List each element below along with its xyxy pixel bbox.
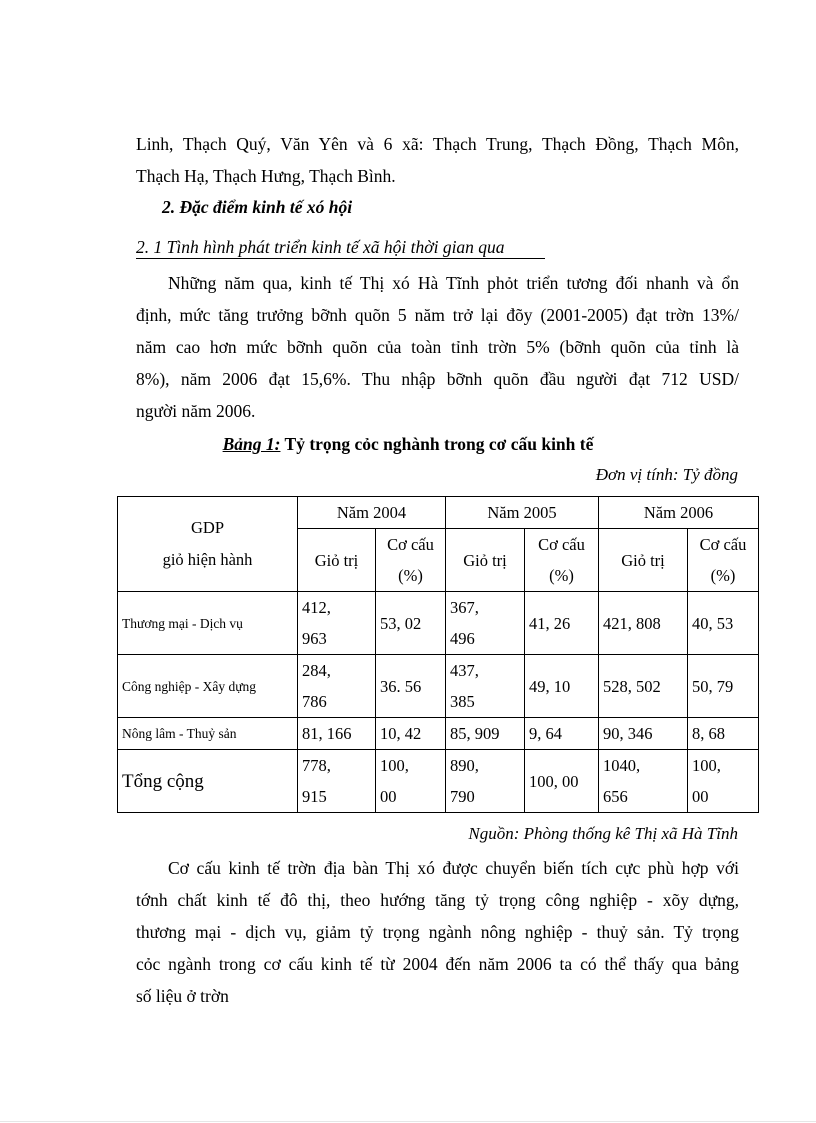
- gdp-header-line-1: GDP: [190, 518, 224, 537]
- cell-trade-2006-share: 40, 53: [688, 592, 759, 655]
- row-label-total: Tổng cộng: [118, 750, 298, 813]
- cell-industry-2004-share: 36. 56: [376, 655, 446, 718]
- cell-agri-2004-value: 81, 166: [298, 718, 376, 750]
- cell-industry-2006-share: 50, 79: [688, 655, 759, 718]
- share-header-2006: [688, 529, 759, 592]
- table-header-row-1: [118, 497, 759, 529]
- cell-total-2005-value-l1: 890,: [450, 756, 479, 775]
- row-label-agriculture: Nông lâm - Thuỷ sản: [118, 718, 298, 750]
- table-unit: Đơn vị tính: Tỷ đồng: [595, 465, 738, 484]
- share-header-2004: [376, 529, 446, 592]
- table-row: [118, 655, 759, 718]
- cell-industry-2004-value: [298, 655, 376, 718]
- cell-trade-2004-share: 53, 02: [376, 592, 446, 655]
- section-heading: 2. Đặc điểm kinh tế xó hội: [162, 197, 353, 217]
- table-row: [118, 718, 759, 750]
- intro-line-2: Thạch Hạ, Thạch Hưng, Thạch Bình.: [136, 166, 396, 186]
- cell-agri-2005-share: 9, 64: [525, 718, 599, 750]
- intro-paragraph: [136, 128, 739, 192]
- subsection-heading: 2. 1 Tình hình phát triển kinh tế xã hội thời gian qua: [136, 236, 545, 259]
- year-header-2005: Năm 2005: [446, 497, 599, 529]
- share-header-2005-l2: (%): [549, 566, 574, 585]
- table-row: [118, 592, 759, 655]
- cell-total-2004-value: [298, 750, 376, 813]
- cell-agri-2006-value: 90, 346: [599, 718, 688, 750]
- cell-total-2004-value-l2: 915: [302, 787, 327, 806]
- cell-trade-2005-value-l2: 496: [450, 629, 475, 648]
- cell-total-2005-value-l2: 790: [450, 787, 475, 806]
- para2-line-4: cỏc ngành trong cơ cấu kinh tế từ 2004 đến năm 2006 ta có thể thấy qua bảng: [136, 954, 739, 974]
- paragraph-1: [136, 267, 739, 427]
- cell-industry-2004-value-l2: 786: [302, 692, 327, 711]
- cell-total-2006-share: [688, 750, 759, 813]
- table-row: [118, 750, 759, 813]
- cell-industry-2005-value-l1: 437,: [450, 661, 479, 680]
- cell-trade-2004-value: [298, 592, 376, 655]
- cell-total-2006-share-l1: 100,: [692, 756, 721, 775]
- cell-trade-2004-value-l1: 412,: [302, 598, 331, 617]
- table-caption: [0, 434, 816, 455]
- gdp-header-line-2: giỏ hiện hành: [162, 550, 253, 569]
- para2-line-1: Cơ cấu kinh tế trờn địa bàn Thị xó được chuyển biến tích cực phù hợp với: [168, 858, 739, 878]
- share-header-2006-l1: Cơ cấu: [699, 535, 747, 554]
- cell-industry-2005-value-l2: 385: [450, 692, 475, 711]
- row-label-trade-services: Thương mại - Dịch vụ: [118, 592, 298, 655]
- cell-trade-2005-share: 41, 26: [525, 592, 599, 655]
- cell-industry-2006-value: 528, 502: [599, 655, 688, 718]
- cell-trade-2005-value: [446, 592, 525, 655]
- cell-total-2005-share: 100, 00: [525, 750, 599, 813]
- row-label-industry-construction: Công nghiệp - Xây dựng: [118, 655, 298, 718]
- para1-line-4: 8%), năm 2006 đạt 15,6%. Thu nhập bỡnh quõn đầu người đạt 712 USD/: [136, 369, 739, 389]
- value-header-2004: Giỏ trị: [298, 529, 376, 592]
- cell-trade-2005-value-l1: 367,: [450, 598, 479, 617]
- cell-total-2004-value-l1: 778,: [302, 756, 331, 775]
- para1-line-5: người năm 2006.: [136, 401, 256, 421]
- cell-total-2006-value: [599, 750, 688, 813]
- share-header-2004-l1: Cơ cấu: [387, 535, 434, 554]
- cell-total-2006-value-l2: 656: [603, 787, 628, 806]
- paragraph-2: [136, 852, 739, 1012]
- table-caption-label: Bảng 1:: [222, 434, 281, 454]
- table-source: Nguồn: Phòng thống kê Thị xã Hà Tĩnh: [468, 824, 738, 843]
- value-header-2005: Giỏ trị: [446, 529, 525, 592]
- cell-industry-2005-share: 49, 10: [525, 655, 599, 718]
- cell-industry-2004-value-l1: 284,: [302, 661, 331, 680]
- gdp-structure-table: [117, 496, 759, 813]
- cell-trade-2006-value: 421, 808: [599, 592, 688, 655]
- cell-agri-2004-share: 10, 42: [376, 718, 446, 750]
- page-bottom-edge: [0, 1121, 816, 1122]
- para2-line-5: số liệu ở trờn: [136, 986, 229, 1006]
- share-header-2005: [525, 529, 599, 592]
- cell-total-2006-share-l2: 00: [692, 787, 709, 806]
- para2-line-3: thương mại - dịch vụ, giảm tỷ trọng ngành nông nghiệp - thuỷ sản. Tỷ trọng: [136, 922, 739, 942]
- cell-total-2004-share-l1: 100,: [380, 756, 409, 775]
- share-header-2005-l1: Cơ cấu: [538, 535, 585, 554]
- para1-line-1: Những năm qua, kinh tế Thị xó Hà Tĩnh phỏt triển tương đối nhanh và ổn: [168, 273, 739, 293]
- cell-trade-2004-value-l2: 963: [302, 629, 327, 648]
- cell-total-2005-value: [446, 750, 525, 813]
- cell-agri-2005-value: 85, 909: [446, 718, 525, 750]
- value-header-2006: Giỏ trị: [599, 529, 688, 592]
- table-caption-text: Tỷ trọng cỏc nghành trong cơ cấu kinh tế: [280, 434, 594, 454]
- para1-line-3: năm cao hơn mức bỡnh quõn của toàn tỉnh trờn 5% (bỡnh quõn của tỉnh là: [136, 337, 739, 357]
- cell-total-2004-share-l2: 00: [380, 787, 397, 806]
- share-header-2004-l2: (%): [398, 566, 423, 585]
- cell-industry-2005-value: [446, 655, 525, 718]
- share-header-2006-l2: (%): [710, 566, 736, 585]
- year-header-2004: Năm 2004: [298, 497, 446, 529]
- intro-line-1: Linh, Thạch Quý, Văn Yên và 6 xã: Thạch Trung, Thạch Đồng, Thạch Môn,: [136, 134, 739, 154]
- gdp-header-cell: [118, 497, 298, 592]
- para2-line-2: tớnh chất kinh tế đô thị, theo hướng tăng tỷ trọng công nghiệp - xõy dựng,: [136, 890, 739, 910]
- cell-total-2006-value-l1: 1040,: [603, 756, 641, 775]
- para1-line-2: định, mức tăng trưởng bỡnh quõn 5 năm trở lại đõy (2001-2005) đạt trờn 13%/: [136, 305, 739, 325]
- year-header-2006: Năm 2006: [599, 497, 759, 529]
- cell-total-2004-share: [376, 750, 446, 813]
- cell-agri-2006-share: 8, 68: [688, 718, 759, 750]
